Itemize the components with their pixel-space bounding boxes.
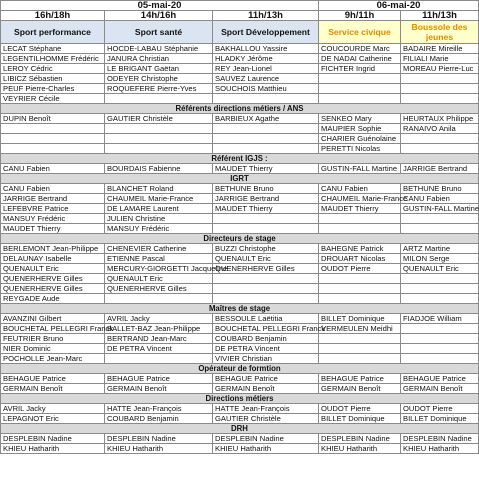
name-cell: BUZZI Christophe — [213, 244, 319, 254]
name-cell: OUDOT Pierre — [319, 264, 401, 274]
name-cell: GUSTIN-FALL Martine — [401, 204, 479, 214]
name-cell: DUPIN Benoît — [1, 114, 105, 124]
name-cell: QUENAULT Eric — [401, 264, 479, 274]
name-cell: REY Jean-Lionel — [213, 64, 319, 74]
name-cell: BETHUNE Bruno — [213, 184, 319, 194]
name-cell — [319, 74, 401, 84]
name-cell: KHIEU Hatharith — [1, 444, 105, 454]
name-cell — [213, 94, 319, 104]
section-title: Directions métiers — [1, 394, 479, 404]
name-cell: DESPLEBIN Nadine — [1, 434, 105, 444]
name-cell: BEHAGUE Patrice — [319, 374, 401, 384]
name-cell — [1, 144, 105, 154]
column-header: Boussole des jeunes — [401, 21, 479, 44]
name-cell: VIVIER Christian — [213, 354, 319, 364]
table-row — [1, 324, 479, 334]
name-cell: BERTRAND Jean-Marc — [105, 334, 213, 344]
name-cell: DE PETRA Vincent — [213, 344, 319, 354]
name-cell: ETIENNE Pascal — [105, 254, 213, 264]
table-row — [1, 124, 479, 134]
name-cell — [105, 354, 213, 364]
name-cell: GAUTIER Christèle — [105, 114, 213, 124]
name-cell: JANURA Christian — [105, 54, 213, 64]
table-row — [1, 204, 479, 214]
name-cell: CHAUMEIL Marie-France — [105, 194, 213, 204]
name-cell: DESPLEBIN Nadine — [105, 434, 213, 444]
column-header: Service civique — [319, 21, 401, 44]
name-cell: JARRIGE Bertrand — [1, 194, 105, 204]
name-cell: BEHAGUE Patrice — [213, 374, 319, 384]
name-cell: LEGENTILHOMME Frédéric — [1, 54, 105, 64]
name-cell: MAUDET Thierry — [319, 204, 401, 214]
section-row — [1, 394, 479, 404]
table-row — [1, 294, 479, 304]
name-cell: FILIALI Marie — [401, 54, 479, 64]
name-cell: SAUVEZ Laurence — [213, 74, 319, 84]
name-cell: GERMAIN Benoît — [1, 384, 105, 394]
name-cell: MERCURY-GIORGETTI Jacqueline — [105, 264, 213, 274]
name-cell: HLADKY Jérôme — [213, 54, 319, 64]
name-cell — [213, 284, 319, 294]
name-cell: COUBARD Benjamin — [105, 414, 213, 424]
name-cell — [105, 144, 213, 154]
name-cell — [401, 274, 479, 284]
name-cell: QUENAULT Eric — [213, 254, 319, 264]
name-cell: GERMAIN Benoît — [319, 384, 401, 394]
name-cell — [401, 84, 479, 94]
name-cell: LIBICZ Sébastien — [1, 74, 105, 84]
table-row — [1, 404, 479, 414]
table-row — [1, 444, 479, 454]
name-cell — [401, 344, 479, 354]
name-cell: KHIEU Hatharith — [213, 444, 319, 454]
name-cell: BAHEGNE Patrick — [319, 244, 401, 254]
section-row — [1, 424, 479, 434]
name-cell: AVRIL Jacky — [105, 314, 213, 324]
name-cell: PEUF Pierre-Charles — [1, 84, 105, 94]
name-cell — [1, 134, 105, 144]
name-cell: ROQUEFERE Pierre-Yves — [105, 84, 213, 94]
name-cell: BOURDAIS Fabienne — [105, 164, 213, 174]
name-cell — [105, 134, 213, 144]
table-row — [1, 434, 479, 444]
table-row — [1, 214, 479, 224]
name-cell — [105, 294, 213, 304]
name-cell: AVRIL Jacky — [1, 404, 105, 414]
name-cell: MAUDET Thierry — [213, 164, 319, 174]
name-cell: BESSOULE Laëtitia — [213, 314, 319, 324]
name-cell: KHIEU Hatharith — [105, 444, 213, 454]
name-cell — [319, 84, 401, 94]
name-cell: LEROY Cédric — [1, 64, 105, 74]
name-cell: ARTZ Martine — [401, 244, 479, 254]
name-cell: POCHOLLE Jean-Marc — [1, 354, 105, 364]
name-cell: CHAUMEIL Marie-France — [319, 194, 401, 204]
name-cell — [213, 274, 319, 284]
name-cell: QUENERHERVE Gilles — [1, 274, 105, 284]
name-cell — [319, 94, 401, 104]
table-row — [1, 384, 479, 394]
name-cell: CHENEVIER Catherine — [105, 244, 213, 254]
name-cell: BLANCHET Roland — [105, 184, 213, 194]
section-row — [1, 304, 479, 314]
table-row — [1, 344, 479, 354]
name-cell: DESPLEBIN Nadine — [401, 434, 479, 444]
section-title: Maîtres de stage — [1, 304, 479, 314]
name-cell: LE BRIGANT Gaëtan — [105, 64, 213, 74]
name-cell: GERMAIN Benoît — [105, 384, 213, 394]
name-cell — [319, 224, 401, 234]
date-cell-1: 05-mai-20 — [1, 1, 319, 11]
name-cell — [319, 274, 401, 284]
name-cell: QUENAULT Eric — [105, 274, 213, 284]
table-row — [1, 314, 479, 324]
name-cell: QUENAULT Eric — [1, 264, 105, 274]
section-row — [1, 104, 479, 114]
name-cell — [401, 294, 479, 304]
section-title: Référent IGJS : — [1, 154, 479, 164]
time-cell: 9h/11h — [319, 11, 401, 21]
name-cell: JARRIGE Bertrand — [401, 164, 479, 174]
name-cell: SENKEO Mary — [319, 114, 401, 124]
name-cell: BEHAGUE Patrice — [401, 374, 479, 384]
name-cell: HATTE Jean-François — [105, 404, 213, 414]
table-row — [1, 54, 479, 64]
name-cell: BOUCHETAL PELLEGRI Franck — [213, 324, 319, 334]
name-cell: BEHAGUE Patrice — [105, 374, 213, 384]
date-cell-2: 06-mai-20 — [319, 1, 479, 11]
name-cell — [213, 224, 319, 234]
name-cell: REYGADE Aude — [1, 294, 105, 304]
name-cell: CANU Fabien — [1, 164, 105, 174]
name-cell: RANAIVO Anila — [401, 124, 479, 134]
name-cell: SOUCHOIS Matthieu — [213, 84, 319, 94]
name-cell — [401, 144, 479, 154]
column-header: Sport performance — [1, 21, 105, 44]
name-cell: QUENERHERVE Gilles — [213, 264, 319, 274]
section-title: Référents directions métiers / ANS — [1, 104, 479, 114]
table-row — [1, 224, 479, 234]
time-cell: 11h/13h — [213, 11, 319, 21]
name-cell — [401, 74, 479, 84]
name-cell — [1, 124, 105, 134]
name-cell — [401, 94, 479, 104]
name-cell — [319, 294, 401, 304]
name-cell — [319, 344, 401, 354]
name-cell: MOREAU Pierre-Luc — [401, 64, 479, 74]
name-cell — [105, 94, 213, 104]
name-cell: FEUTRIER Bruno — [1, 334, 105, 344]
column-header-row — [1, 21, 479, 44]
section-row — [1, 174, 479, 184]
name-cell: HATTE Jean-François — [213, 404, 319, 414]
table-row — [1, 244, 479, 254]
name-cell: DELAUNAY Isabelle — [1, 254, 105, 264]
table-row — [1, 44, 479, 54]
name-cell: BILLET Dominique — [401, 414, 479, 424]
section-title: Directeurs de stage — [1, 234, 479, 244]
name-cell — [401, 324, 479, 334]
name-cell: JULIEN Christine — [105, 214, 213, 224]
table-row — [1, 334, 479, 344]
column-header: Sport Développement — [213, 21, 319, 44]
name-cell: HOCDE-LABAU Stéphanie — [105, 44, 213, 54]
name-cell: ODEYER Christophe — [105, 74, 213, 84]
name-cell: CANU Fabien — [1, 184, 105, 194]
table-row — [1, 264, 479, 274]
section-row — [1, 364, 479, 374]
table-row — [1, 414, 479, 424]
name-cell: BADAIRE Mireille — [401, 44, 479, 54]
name-cell: BEHAGUE Patrice — [1, 374, 105, 384]
name-cell: LEPAGNOT Eric — [1, 414, 105, 424]
name-cell: BOUCHETAL PELLEGRI Franck — [1, 324, 105, 334]
name-cell: MAUPIER Sophie — [319, 124, 401, 134]
name-cell: CANU Fabien — [401, 194, 479, 204]
table-row — [1, 114, 479, 124]
table-row — [1, 274, 479, 284]
name-cell: GAUTIER Christèle — [213, 414, 319, 424]
table-row — [1, 74, 479, 84]
name-cell: LEFEBVRE Patrice — [1, 204, 105, 214]
name-cell: LECAT Stéphane — [1, 44, 105, 54]
name-cell: FIADJOE William — [401, 314, 479, 324]
name-cell — [319, 284, 401, 294]
column-header: Sport santé — [105, 21, 213, 44]
name-cell: BILLET Dominique — [319, 314, 401, 324]
name-cell: JARRIGE Bertrand — [213, 194, 319, 204]
name-cell — [401, 214, 479, 224]
name-cell: DE NADAI Catherine — [319, 54, 401, 64]
name-cell — [213, 124, 319, 134]
name-cell — [213, 214, 319, 224]
name-cell: DE PETRA Vincent — [105, 344, 213, 354]
name-cell — [213, 144, 319, 154]
name-cell: DE LAMARE Laurent — [105, 204, 213, 214]
name-cell — [401, 334, 479, 344]
name-cell: GERMAIN Benoît — [401, 384, 479, 394]
name-cell: QUENERHERVE Gilles — [1, 284, 105, 294]
name-cell — [319, 354, 401, 364]
table-row — [1, 94, 479, 104]
name-cell: FICHTER Ingrid — [319, 64, 401, 74]
name-cell: KHIEU Hatharith — [401, 444, 479, 454]
name-cell — [401, 134, 479, 144]
name-cell: MILON Serge — [401, 254, 479, 264]
name-cell: VEYRIER Cécile — [1, 94, 105, 104]
section-row — [1, 154, 479, 164]
name-cell: BALLET-BAZ Jean-Philippe — [105, 324, 213, 334]
name-cell: GUSTIN-FALL Martine — [319, 164, 401, 174]
table-row — [1, 64, 479, 74]
table-row — [1, 184, 479, 194]
time-row — [1, 11, 479, 21]
section-title: Opérateur de formtion — [1, 364, 479, 374]
name-cell — [401, 224, 479, 234]
name-cell: DESPLEBIN Nadine — [213, 434, 319, 444]
name-cell: OUDOT Pierre — [319, 404, 401, 414]
name-cell: COUBARD Benjamin — [213, 334, 319, 344]
section-title: IGRT — [1, 174, 479, 184]
name-cell: OUDOT Pierre — [401, 404, 479, 414]
table-row — [1, 164, 479, 174]
name-cell — [213, 134, 319, 144]
name-cell — [105, 124, 213, 134]
name-cell: BERLEMONT Jean-Philippe — [1, 244, 105, 254]
name-cell: DROUART Nicolas — [319, 254, 401, 264]
table-row — [1, 144, 479, 154]
name-cell: BARBIEUX Agathe — [213, 114, 319, 124]
name-cell — [401, 354, 479, 364]
table-row — [1, 134, 479, 144]
name-cell: BAKHALLOU Yassire — [213, 44, 319, 54]
name-cell: PERETTI Nicolas — [319, 144, 401, 154]
name-cell: KHIEU Hatharith — [319, 444, 401, 454]
table-row — [1, 354, 479, 364]
name-cell: BETHUNE Bruno — [401, 184, 479, 194]
name-cell: HEURTAUX Philippe — [401, 114, 479, 124]
name-cell: MAUDET Thierry — [213, 204, 319, 214]
name-cell: DESPLEBIN Nadine — [319, 434, 401, 444]
name-cell — [213, 294, 319, 304]
name-cell — [319, 214, 401, 224]
name-cell: AVANZINI Gilbert — [1, 314, 105, 324]
name-cell: COUCOURDE Marc — [319, 44, 401, 54]
table-row — [1, 194, 479, 204]
time-cell: 11h/13h — [401, 11, 479, 21]
name-cell: CANU Fabien — [319, 184, 401, 194]
table-row — [1, 84, 479, 94]
name-cell: MAUDET Thierry — [1, 224, 105, 234]
table-row — [1, 254, 479, 264]
table-row — [1, 284, 479, 294]
name-cell — [319, 334, 401, 344]
date-row — [1, 1, 479, 11]
table-row — [1, 374, 479, 384]
name-cell — [401, 284, 479, 294]
name-cell: BILLET Dominique — [319, 414, 401, 424]
time-cell: 16h/18h — [1, 11, 105, 21]
name-cell: VERMEULEN Meidhi — [319, 324, 401, 334]
section-row — [1, 234, 479, 244]
name-cell: NIER Dominic — [1, 344, 105, 354]
name-cell: MANSUY Frédéric — [1, 214, 105, 224]
section-title: DRH — [1, 424, 479, 434]
name-cell: GERMAIN Benoît — [213, 384, 319, 394]
time-cell: 14h/16h — [105, 11, 213, 21]
name-cell: CHARIER Guénolaine — [319, 134, 401, 144]
name-cell: QUENERHERVE Gilles — [105, 284, 213, 294]
name-cell: MANSUY Frédéric — [105, 224, 213, 234]
